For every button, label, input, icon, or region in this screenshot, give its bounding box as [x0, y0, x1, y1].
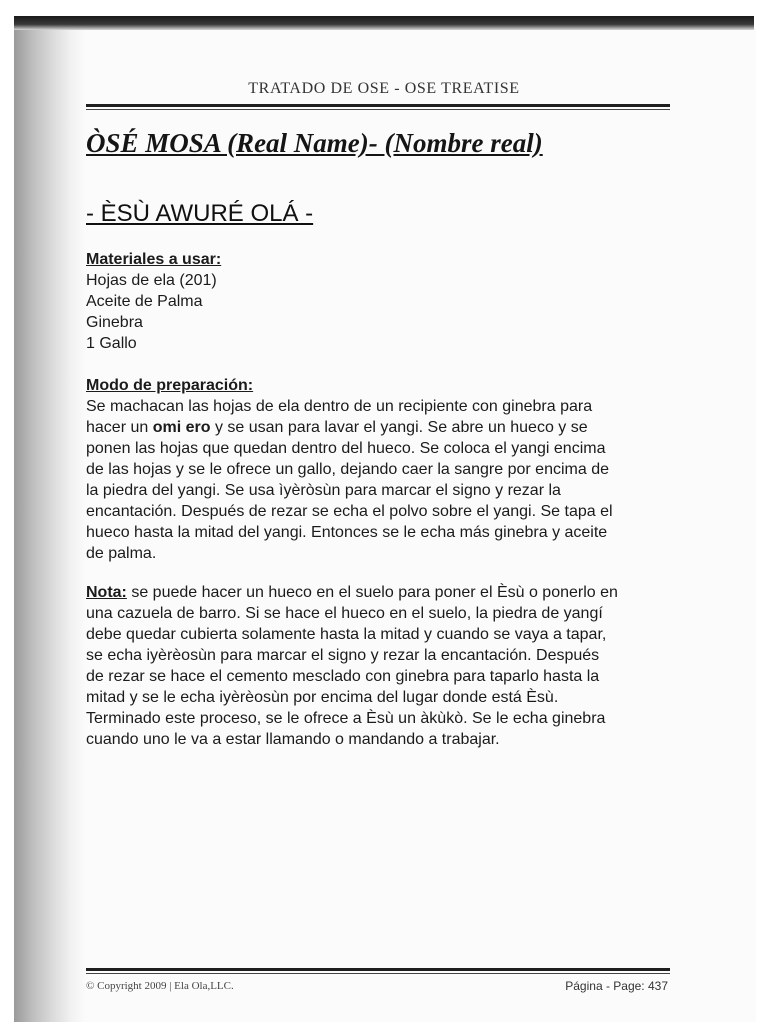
page-title: ÒSÉ MOSA (Real Name)- (Nombre real): [86, 128, 543, 158]
copyright-text: © Copyright 2009 | Ela Ola,LLC.: [86, 980, 234, 992]
materials-item: 1 Gallo: [86, 335, 137, 352]
preparation-text: [86, 396, 676, 564]
note-line: debe quedar cubierta solamente hasta la mitad y cuando se vaya a tapar,: [86, 626, 607, 643]
note-line: mitad y se le echa iyèrèosùn por encima del lugar donde está Èsù.: [86, 689, 559, 706]
materials-section: [86, 249, 221, 354]
note-line: una cazuela de barro. Si se hace el hueco en el suelo, la piedra de yangí: [86, 605, 603, 622]
preparation-heading: Modo de preparación:: [86, 377, 254, 394]
note-line: se echa iyèrèosùn para marcar el signo y rezar la encantación. Después: [86, 647, 600, 664]
note-label: Nota:: [86, 584, 127, 601]
materials-heading: Materiales a usar:: [86, 251, 222, 268]
note-line: Terminado este proceso, se le ofrece a Èsù un àkùkò. Se le echa ginebra: [86, 710, 606, 727]
preparation-line: hueco hasta la mitad del yangi. Entonces se le echa más ginebra y aceite: [86, 524, 608, 541]
header-rule: [86, 104, 670, 107]
note-line: Nota: se puede hacer un hueco en el suelo para poner el Èsù o ponerlo en: [86, 584, 618, 601]
preparation-section: [86, 375, 676, 564]
preparation-line: de las hojas y se le ofrece un gallo, dejando caer la sangre por encima de: [86, 461, 609, 478]
header-rule-thin: [86, 109, 670, 110]
footer-rule: [86, 968, 670, 971]
preparation-line: ponen las hojas que quedan dentro del hueco. Se coloca el yangi encima: [86, 440, 606, 457]
section-subtitle: - ÈSÙ AWURÉ OLÁ -: [86, 200, 314, 227]
top-edge-shadow: [14, 16, 754, 30]
note-line: cuando uno le va a estar llamando o mandando a trabajar.: [86, 731, 500, 748]
materials-item: Aceite de Palma: [86, 293, 203, 310]
running-header: TRATADO DE OSE - OSE TREATISE: [248, 80, 520, 97]
page-number: Página - Page: 437: [565, 979, 668, 993]
preparation-line: encantación. Después de rezar se echa el polvo sobre el yangi. Se tapa el: [86, 503, 613, 520]
preparation-line: de palma.: [86, 545, 157, 562]
preparation-line: Se machacan las hojas de ela dentro de un recipiente con ginebra para: [86, 398, 593, 415]
note-text: [86, 582, 676, 750]
preparation-line: hacer un omi ero y se usan para lavar el yangi. Se abre un hueco y se: [86, 419, 588, 436]
preparation-line: la piedra del yangi. Se usa ìyèròsùn para marcar el signo y rezar la: [86, 482, 561, 499]
materials-item: Hojas de ela (201): [86, 272, 217, 289]
note-line: de rezar se hace el cemento mesclado con ginebra para taparlo hasta la: [86, 668, 600, 685]
note-section: [86, 582, 676, 750]
footer-rule-thin: [86, 973, 670, 974]
materials-item: Ginebra: [86, 314, 143, 331]
book-gutter-shadow: [14, 22, 86, 1022]
